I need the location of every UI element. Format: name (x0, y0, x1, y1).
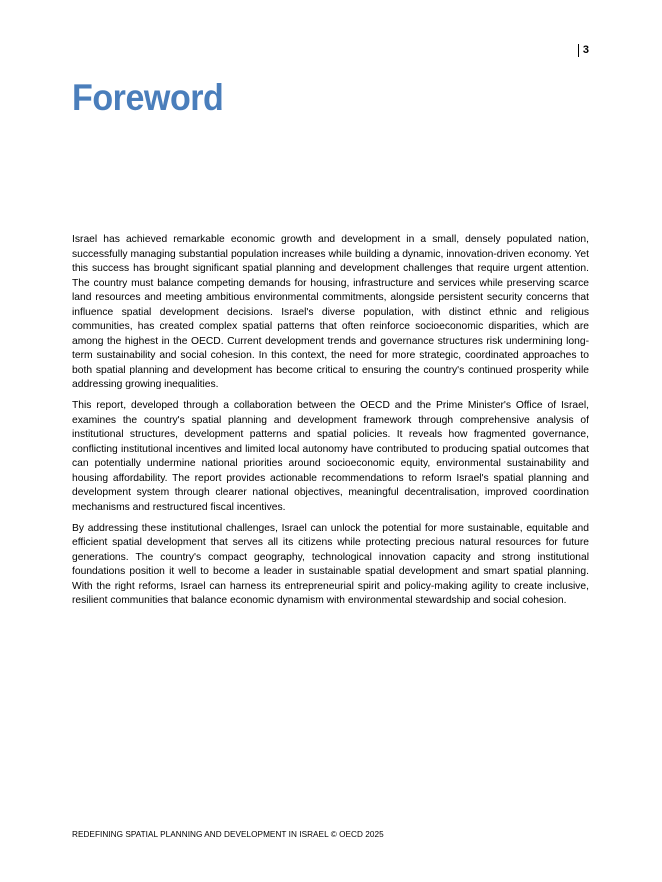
paragraph-report: This report, developed through a collaboration between the OECD and the Prime Minister's Office of Israel, examines the country's spatial planning and development framework through comprehensive analysis of institutional structures, development patterns and spatial policies. It reveals how fragmented governance, conflicting institutional incentives and limited local autonomy have contributed to producing spatial outcomes that can potentially undermine national priorities around socioeconomic equity, environmental sustainability and housing affordability. The report provides actionable recommendations to reform Israel's spatial planning and development system through clearer national objectives, meaningful decentralisation, improved coordination mechanisms and restructured fiscal incentives. (72, 400, 589, 513)
page-title: Foreword (72, 77, 224, 118)
page-number: 3 (578, 44, 589, 57)
paragraph-intro: Israel has achieved remarkable economic growth and development in a small, densely populated nation, successfully managing substantial population increases while building a dynamic, innovation-driven economy. Yet this success has brought significant spatial planning and development challenges that require urgent attention. The country must balance competing demands for housing, infrastructure and services while preserving scarce land resources and meeting ambitious environmental commitments, alongside persistent security concerns that influence spatial development decisions. Israel's diverse population, with distinct ethnic and religious communities, has created complex spatial patterns that often reinforce socioeconomic disparities, which are among the highest in the OECD. Current development trends and governance structures risk undermining long-term sustainability and social cohesion. In this context, the need for more strategic, coordinated approaches to both spatial planning and development has become critical to ensuring the country's continued prosperity while addressing growing inequalities. (72, 234, 589, 390)
paragraph-outlook: By addressing these institutional challenges, Israel can unlock the potential for more sustainable, equitable and efficient spatial development that serves all its citizens while protecting precious natural resources for future generations. The country's compact geography, technological innovation capacity and strong institutional foundations position it well to become a leader in sustainable spatial development and smart spatial planning. With the right reforms, Israel can harness its entrepreneurial spirit and policy-making agility to create inclusive, resilient communities that balance economic dynamism with environmental stewardship and social cohesion. (72, 522, 589, 606)
page-footer: REDEFINING SPATIAL PLANNING AND DEVELOPMENT IN ISRAEL © OECD 2025 (72, 830, 384, 839)
foreword-body (72, 233, 589, 615)
